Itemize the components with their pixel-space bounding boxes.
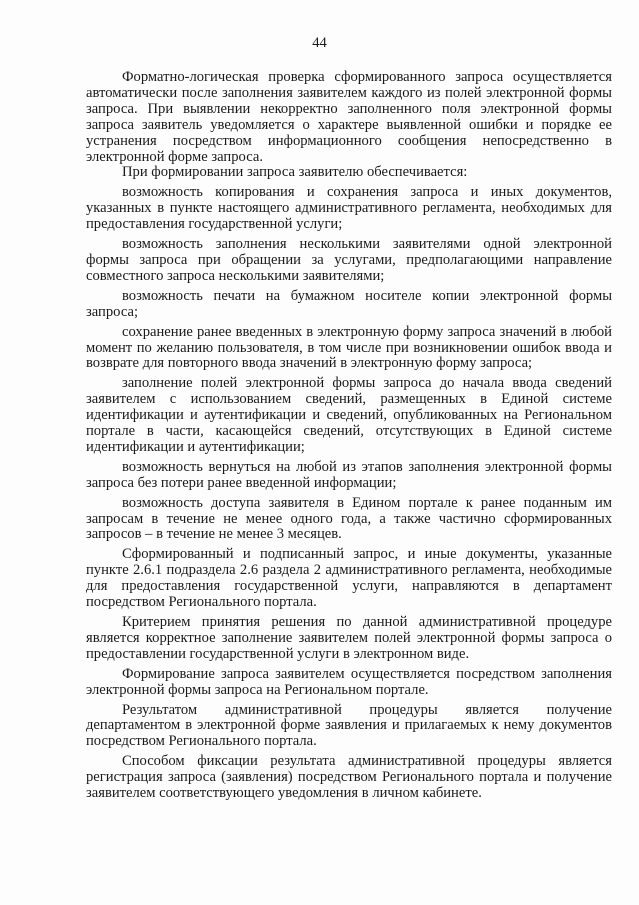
paragraph-result: Результатом административной процедуры является получение департаментом в электронной форме заявления и прилагаемых к нему документов посредством Регионального портала. xyxy=(86,701,612,750)
paragraph-format-check: Форматно-логическая проверка сформированного запроса осуществляется автоматически после заполнения заявителем каждого из полей электронной формы запроса. При выявлении некорректно заполненного поля электронной формы запроса заявитель уведомляется о характере выявленной ошибки и порядке ее устранения посредством информационного сообщения непосредственно в электронной форме запроса. xyxy=(86,69,612,165)
body-text xyxy=(86,70,612,802)
paragraph-print: возможность печати на бумажном носителе копии электронной формы запроса; xyxy=(86,287,612,320)
paragraph-submission: Сформированный и подписанный запрос, и иные документы, указанные пункте 2.6.1 подраздела 2.6 раздела 2 административного регламента, необходимые для предоставления государственной услуги, направляются в департамент посредством Регионального портала. xyxy=(86,546,612,611)
paragraph-prefill: заполнение полей электронной формы запроса до начала ввода сведений заявителем с использованием сведений, размещенных в Единой системе идентификации и аутентификации и сведений, опубликованных на Региональном портале в части, касающейся сведений, отсутствующих в Единой системе идентификации и аутентификации; xyxy=(86,375,612,455)
paragraph-save-values: сохранение ранее введенных в электронную форму запроса значений в любой момент по желанию пользователя, в том числе при возникновении ошибок ввода и возврате для повторного ввода значений в электронную форму запроса; xyxy=(86,323,612,372)
page-number: 44 xyxy=(312,35,327,51)
paragraph-fixation: Способом фиксации результата административной процедуры является регистрация запроса (заявления) посредством Регионального портала и получение заявителем соответствующего уведомления в личном кабинете. xyxy=(86,753,612,802)
paragraph-access-history: возможность доступа заявителя в Едином портале к ранее поданным им запросам в течение не менее одного года, а также частично сформированных запросов – в течение не менее 3 месяцев. xyxy=(86,494,612,543)
paragraph-return-step: возможность вернуться на любой из этапов заполнения электронной формы запроса без потери ранее введенной информации; xyxy=(86,458,612,491)
paragraph-decision-criterion: Критерием принятия решения по данной административной процедуре является корректное заполнение заявителем полей электронной формы запроса о предоставлении государственной услуги в электронном виде. xyxy=(86,614,612,662)
paragraph-provisions-intro: При формировании запроса заявителю обеспечивается: xyxy=(122,164,468,181)
paragraph-multiple-applicants: возможность заполнения несколькими заявителями одной электронной формы запроса при обращении за услугами, предполагающими направление совместного запроса несколькими заявителями; xyxy=(86,236,612,284)
paragraph-copy-save: возможность копирования и сохранения запроса и иных документов, указанных в пункте настоящего административного регламента, необходимых для предоставления государственной услуги; xyxy=(86,184,612,233)
paragraph-formation: Формирование запроса заявителем осуществляется посредством заполнения электронной формы запроса на Региональном портале. xyxy=(86,665,612,698)
